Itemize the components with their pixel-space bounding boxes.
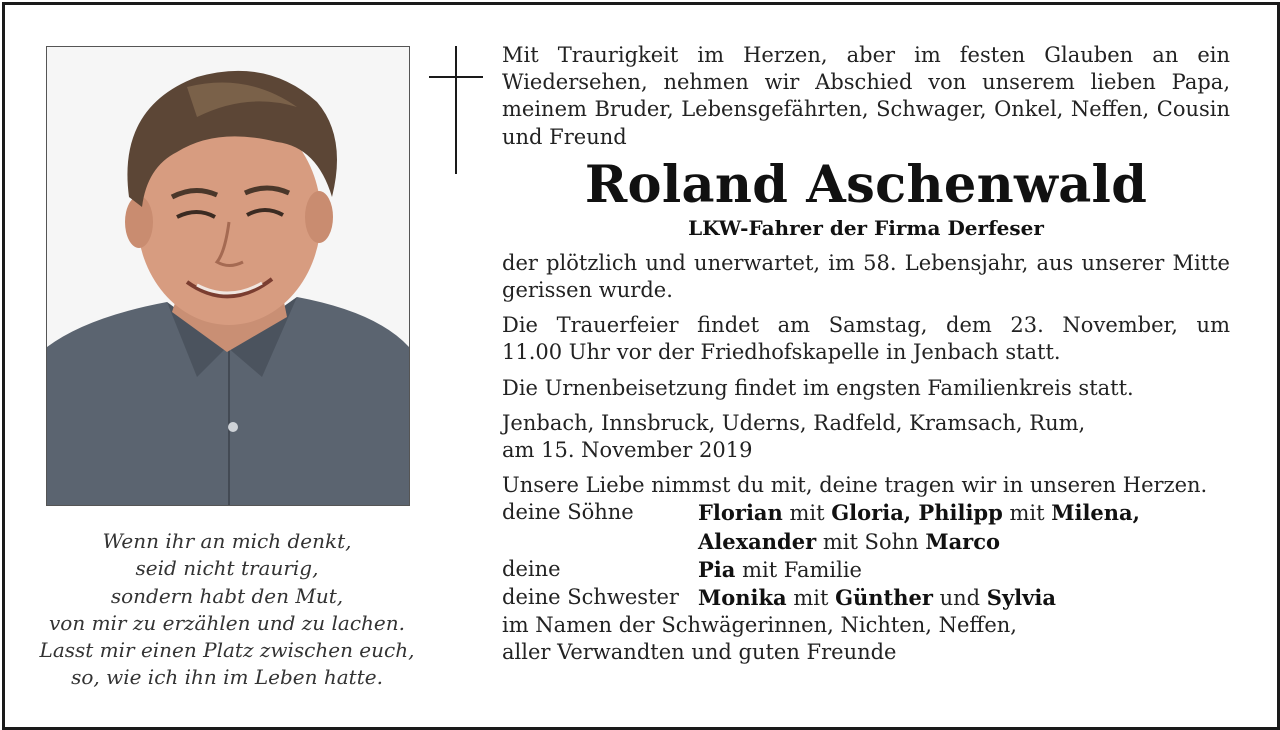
sons-names: Florian mit Gloria, Philipp mit Milena, bbox=[698, 500, 1140, 526]
funeral-paragraph bbox=[502, 312, 1230, 366]
occupation: LKW-Fahrer der Firma Derfeser bbox=[688, 215, 1044, 240]
family-sons bbox=[502, 499, 1230, 527]
relatives-line: im Namen der Schwägerinnen, Nichten, Neffen, bbox=[502, 613, 1017, 638]
family-partner bbox=[502, 556, 1230, 584]
grandson-names: Alexander mit Sohn Marco bbox=[698, 528, 1001, 554]
intro-line: Mit Traurigkeit im Herzen, aber im festen Glauben an ein bbox=[502, 43, 1230, 67]
poem-line: seid nicht traurig, bbox=[135, 556, 319, 581]
sister-names: Monika mit Günther und Sylvia bbox=[698, 585, 1056, 611]
family-sons-cont bbox=[502, 528, 1230, 556]
place-line: Jenbach, Innsbruck, Uderns, Radfeld, Kramsach, Rum, bbox=[502, 410, 1086, 435]
death-line: der plötzlich und unerwartet, im 58. Lebensjahr, aus unserer Mitte bbox=[502, 250, 1230, 275]
poem-line: so, wie ich ihn im Leben hatte. bbox=[71, 665, 383, 690]
place-date bbox=[502, 410, 1230, 464]
funeral-line: 11.00 Uhr vor der Friedhofskapelle in Jenbach statt. bbox=[502, 340, 1061, 365]
obituary-text bbox=[502, 42, 1230, 667]
urn-paragraph bbox=[502, 375, 1230, 402]
intro-line: meinem Bruder, Lebensgefährten, Schwager, Onkel, Neffen, Cousin bbox=[502, 97, 1230, 122]
funeral-line: Die Trauerfeier findet am Samstag, dem 23. November, um bbox=[502, 313, 1230, 338]
intro-line: und Freund bbox=[502, 124, 627, 149]
partner-names: Pia mit Familie bbox=[698, 556, 862, 582]
poem bbox=[20, 528, 434, 692]
cross-icon bbox=[455, 46, 457, 174]
closing-line: Unsere Liebe nimmst du mit, deine tragen wir in unseren Herzen. bbox=[502, 473, 1208, 498]
partner-label: deine bbox=[502, 556, 561, 581]
family-sister bbox=[502, 584, 1230, 612]
sons-label: deine Söhne bbox=[502, 500, 634, 525]
poem-line: sondern habt den Mut, bbox=[110, 583, 344, 608]
poem-line: von mir zu erzählen und zu lachen. bbox=[48, 610, 405, 635]
cross-icon-bar bbox=[429, 76, 483, 78]
death-paragraph bbox=[502, 250, 1230, 304]
urn-line: Die Urnenbeisetzung findet im engsten Familienkreis statt. bbox=[502, 375, 1134, 400]
intro-text bbox=[502, 42, 1230, 151]
intro-line: Wiedersehen, nehmen wir Abschied von unserem lieben Papa, bbox=[502, 70, 1230, 95]
relatives-line: aller Verwandten und guten Freunde bbox=[502, 640, 897, 665]
sister-label: deine Schwester bbox=[502, 585, 679, 610]
poem-line: Lasst mir einen Platz zwischen euch, bbox=[39, 638, 415, 663]
portrait-photo bbox=[46, 46, 410, 506]
death-line: gerissen wurde. bbox=[502, 278, 673, 303]
deceased-name: Roland Aschenwald bbox=[584, 154, 1148, 215]
poem-line: Wenn ihr an mich denkt, bbox=[102, 529, 352, 553]
date-line: am 15. November 2019 bbox=[502, 438, 753, 463]
